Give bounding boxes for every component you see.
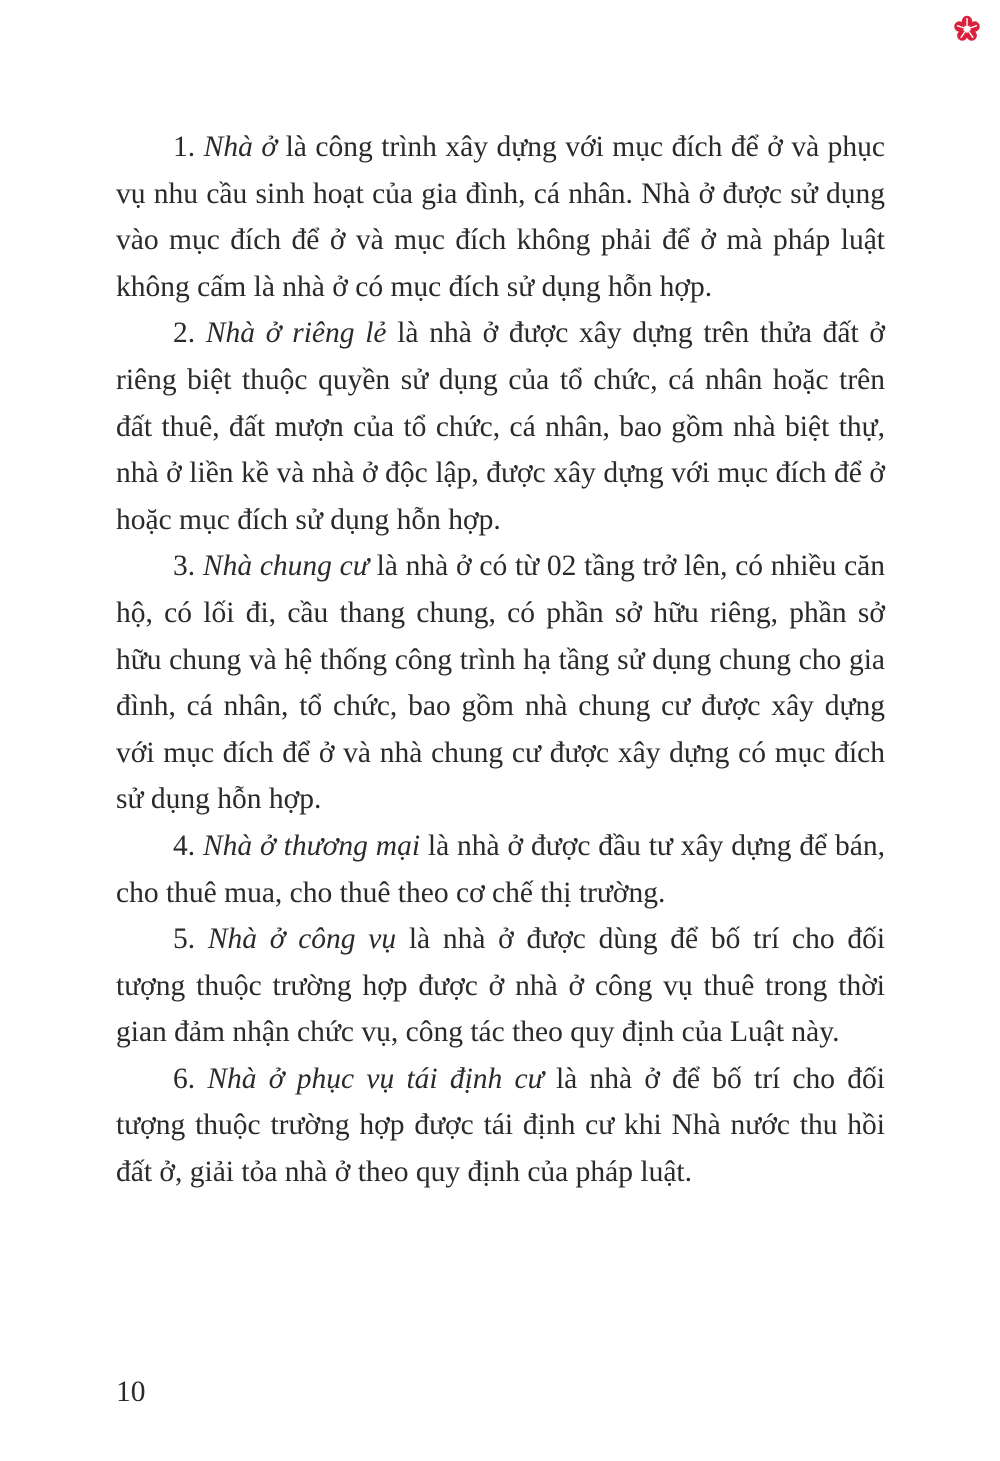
definition-paragraph-6 (116, 1056, 885, 1196)
item-number: 4. (173, 829, 196, 862)
definition-paragraph-2 (116, 310, 885, 543)
flower-icon (952, 14, 982, 44)
definition-paragraph-3 (116, 543, 885, 823)
definition-text: là công trình xây dựng với mục đích để ở và phục vụ nhu cầu sinh hoạt của gia đình, cá nhân. Nhà ở được sử dụng vào mục đích để ở và mục đích không phải để ở mà pháp luật không cấm là nhà ở có mục đích sử dụng hỗn hợp. (116, 131, 886, 303)
definition-text: là nhà ở được đầu tư xây dựng để bán, cho thuê mua, cho thuê theo cơ chế thị trường. (116, 829, 886, 909)
item-number: 6. (173, 1062, 196, 1095)
definition-paragraph-5 (116, 916, 885, 1056)
definition-text: là nhà ở được xây dựng trên thửa đất ở riêng biệt thuộc quyền sử dụng của tổ chức, cá nhân hoặc trên đất thuê, đất mượn của tổ chức, cá nhân, bao gồm nhà biệt thự, nhà ở liền kề và nhà ở độc lập, được xây dựng với mục đích để ở hoặc mục đích sử dụng hỗn hợp. (116, 317, 886, 536)
item-number: 2. (173, 317, 196, 350)
defined-term: Nhà ở phục vụ tái định cư (207, 1062, 544, 1095)
item-number: 1. (173, 131, 196, 163)
defined-term: Nhà ở riêng lẻ (205, 317, 387, 350)
item-number: 3. (173, 550, 196, 583)
definition-paragraph-1 (116, 124, 885, 310)
defined-term: Nhà chung cư (202, 550, 369, 583)
defined-term: Nhà ở công vụ (207, 923, 397, 956)
defined-term: Nhà ở (203, 131, 278, 163)
article-body (116, 124, 885, 1196)
definition-text: là nhà ở để bố trí cho đối tượng thuộc trường hợp được tái định cư khi Nhà nước thu hồi đất ở, giải tỏa nhà ở theo quy định của pháp luật. (116, 1062, 885, 1189)
definition-text: là nhà ở có từ 02 tầng trở lên, có nhiều căn hộ, có lối đi, cầu thang chung, có phần sở hữu riêng, phần sở hữu chung và hệ thống công trình hạ tầng sử dụng chung cho gia đình, cá nhân, tổ chức, bao gồm nhà chung cư được xây dựng với mục đích để ở và nhà chung cư được xây dựng có mục đích sử dụng hỗn hợp. (116, 550, 886, 816)
definition-text: là nhà ở được dùng để bố trí cho đối tượng thuộc trường hợp được ở nhà ở công vụ thuê trong thời gian đảm nhận chức vụ, công tác theo quy định của Luật này. (116, 923, 886, 1049)
definition-paragraph-4 (116, 823, 885, 916)
defined-term: Nhà ở thương mại (203, 829, 421, 862)
item-number: 5. (173, 923, 196, 956)
page-number: 10 (116, 1376, 146, 1408)
